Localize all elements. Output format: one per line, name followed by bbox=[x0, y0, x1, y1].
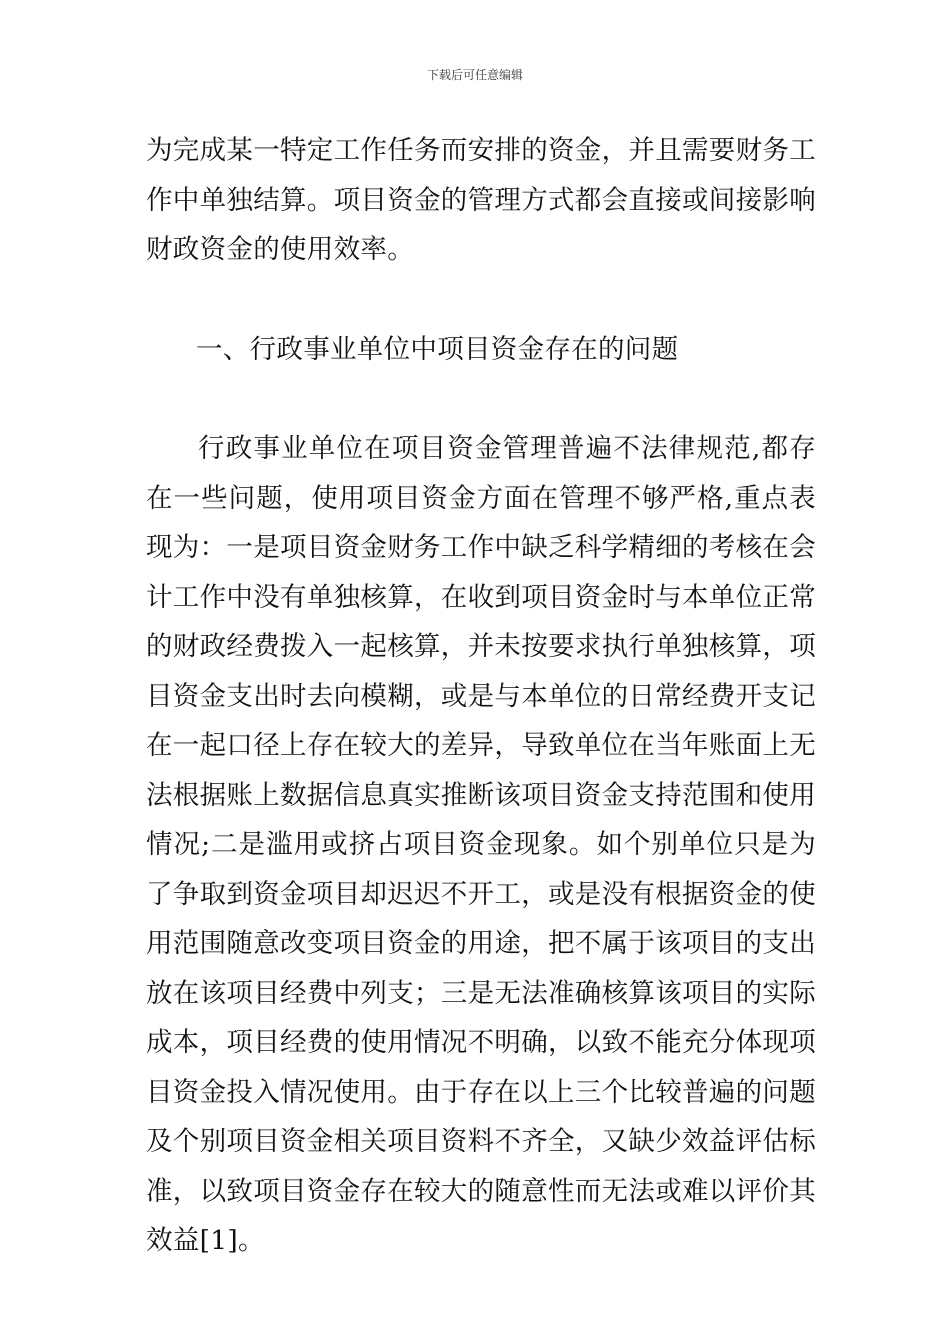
section-heading: 一、行政事业单位中项目资金存在的问题 bbox=[196, 334, 679, 365]
header-note: 下载后可任意编辑 bbox=[426, 68, 523, 82]
body-paragraph: 行政事业单位在项目资金管理普遍不法律规范,都存在一些问题，使用项目资金方面在管理不够严格,重点表现为：一是项目资金财务工作中缺乏科学精细的考核在会计工作中没有单独核算，在收到项目资金时与本单位正常的财政经费拨入一起核算，并未按要求执行单独核算，项目资金支出时去向模糊，或是与本单位的日常经费开支记在一起口径上存在较大的差异，导致单位在当年账面上无法根据账上数据信息真实推断该项目资金支持范围和使用情况;二是滥用或挤占项目资金现象。如个别单位只是为了争取到资金项目却迟迟不开工，或是没有根据资金的使用范围随意改变项目资金的用途，把不属于该项目的支出放在该项目经费中列支；三是无法准确核算该项目的实际成本，项目经费的使用情况不明确，以致不能充分体现项目资金投入情况使用。由于存在以上三个比较普遍的问题及个别项目资金相关项目资料不齐全，又缺少效益评估标准，以致项目资金存在较大的随意性而无法或难以评价其效益[1]。 bbox=[146, 433, 816, 1256]
intro-paragraph: 为完成某一特定工作任务而安排的资金，并且需要财务工作中单独结算。项目资金的管理方式都会直接或间接影响财政资金的使用效率。 bbox=[146, 135, 816, 265]
